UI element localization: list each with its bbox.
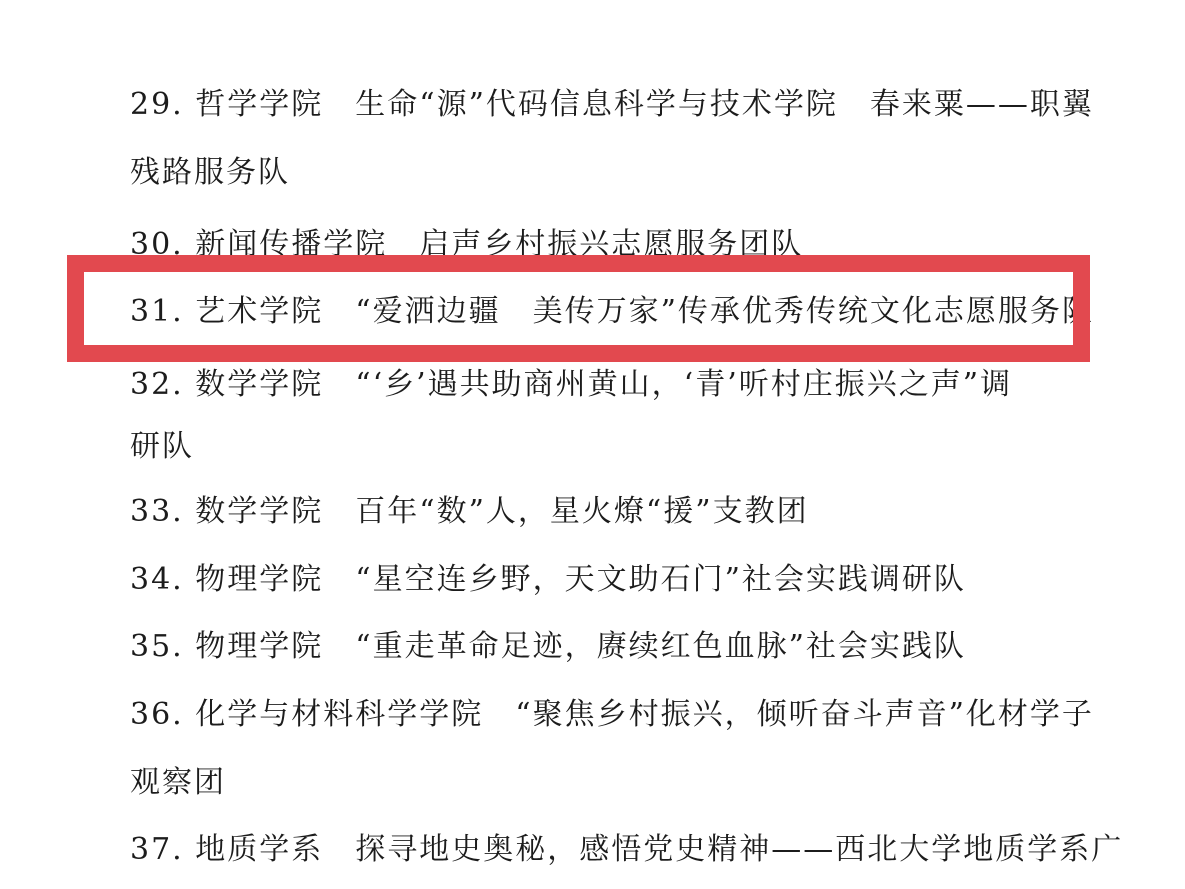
list-line-35: 35. 物理学院 “重走革命足迹，赓续红色血脉”社会实践队 (130, 629, 966, 664)
list-line-32: 32. 数学学院 “‘乡’遇共助商州黄山，‘青’听村庄振兴之声”调 (130, 367, 1013, 402)
list-line-36: 36. 化学与材料科学学院 “聚焦乡村振兴，倾听奋斗声音”化材学子 (130, 697, 1094, 732)
list-line-29: 29. 哲学学院 生命“源”代码信息科学与技术学院 春来粟——职翼 (130, 87, 1094, 122)
list-line-36-wrap: 观察团 (130, 765, 226, 800)
list-line-29-wrap: 残路服务队 (130, 155, 290, 190)
list-line-31-highlighted: 31. 艺术学院 “爱洒边疆 美传万家”传承优秀传统文化志愿服务队 (130, 294, 1094, 329)
list-line-34: 34. 物理学院 “星空连乡野，天文助石门”社会实践调研队 (130, 562, 966, 597)
list-line-37: 37. 地质学系 探寻地史奥秘，感悟党史精神——西北大学地质学系广 (130, 832, 1124, 867)
list-line-32-wrap: 研队 (130, 429, 194, 464)
list-line-30: 30. 新闻传播学院 启声乡村振兴志愿服务团队 (130, 227, 804, 262)
list-line-33: 33. 数学学院 百年“数”人，星火燎“援”支教团 (130, 494, 809, 529)
